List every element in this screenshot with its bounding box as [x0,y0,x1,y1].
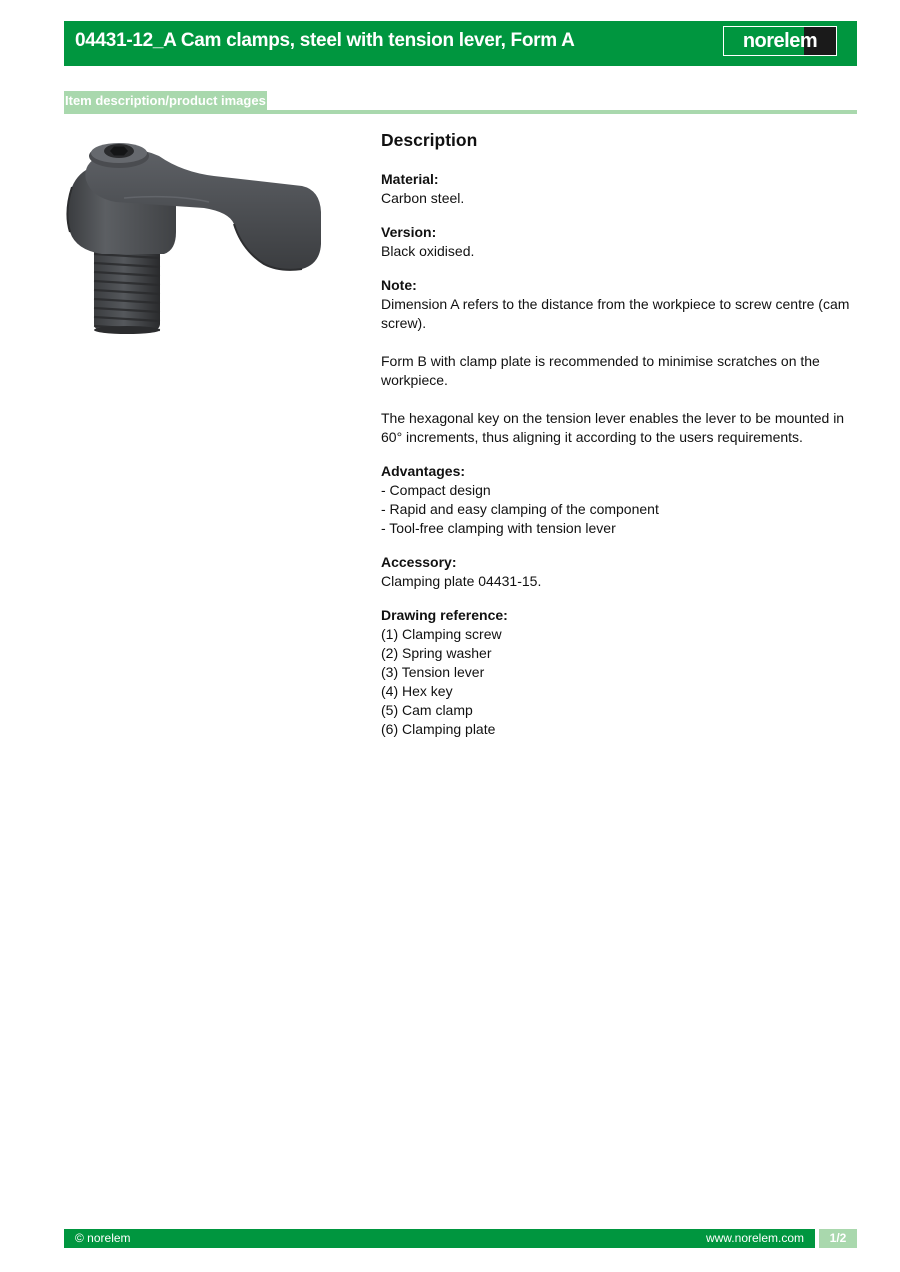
note-block [381,276,857,447]
material-label: Material: [381,171,439,187]
footer-copyright: © norelem [75,1231,131,1245]
list-item: (5) Cam clamp [381,702,473,718]
page-footer [64,1229,857,1248]
list-item: (3) Tension lever [381,664,485,680]
footer-website-link[interactable]: www.norelem.com [705,1231,804,1245]
list-item: (6) Clamping plate [381,721,496,737]
accessory-value: Clamping plate 04431-15. [381,573,542,589]
list-item: (4) Hex key [381,683,453,699]
description-heading: Description [381,130,478,150]
page-header [64,21,857,66]
accessory-label: Accessory: [381,554,457,570]
description-section [381,129,857,754]
accessory-block [381,553,857,591]
document-title: 04431-12_A Cam clamps, steel with tension lever, Form A [75,30,575,51]
material-value: Carbon steel. [381,190,465,206]
note-paragraph: Dimension A refers to the distance from the workpiece to screw centre (cam screw). [381,296,850,331]
material-block [381,170,857,208]
note-label: Note: [381,277,417,293]
page-number: 1/2 [819,1229,857,1248]
list-item: (1) Clamping screw [381,626,502,642]
section-label: Item description/product images [65,93,266,108]
list-item: (2) Spring washer [381,645,492,661]
version-block [381,223,857,261]
section-bar [64,91,857,114]
drawing-reference-label: Drawing reference: [381,607,508,623]
advantages-label: Advantages: [381,463,466,479]
note-paragraph: Form B with clamp plate is recommended to minimise scratches on the workpiece. [381,353,820,388]
hex-key-socket [104,144,134,158]
version-label: Version: [381,224,437,240]
norelem-logo [723,26,837,56]
cam-clamp-product-image [64,132,326,337]
version-value: Black oxidised. [381,243,475,259]
list-item: - Tool-free clamping with tension lever [381,520,616,536]
list-item: - Compact design [381,482,491,498]
logo-text: norelem [742,29,818,52]
note-paragraph: The hexagonal key on the tension lever enables the lever to be mounted in 60° increments, thus aligning it according to the users requirements. [381,410,845,445]
footer-bar [64,1229,815,1248]
advantages-block [381,462,857,538]
list-item: - Rapid and easy clamping of the component [381,501,659,517]
drawing-reference-block [381,606,857,739]
section-divider [64,110,857,114]
clamping-screw [94,244,160,334]
